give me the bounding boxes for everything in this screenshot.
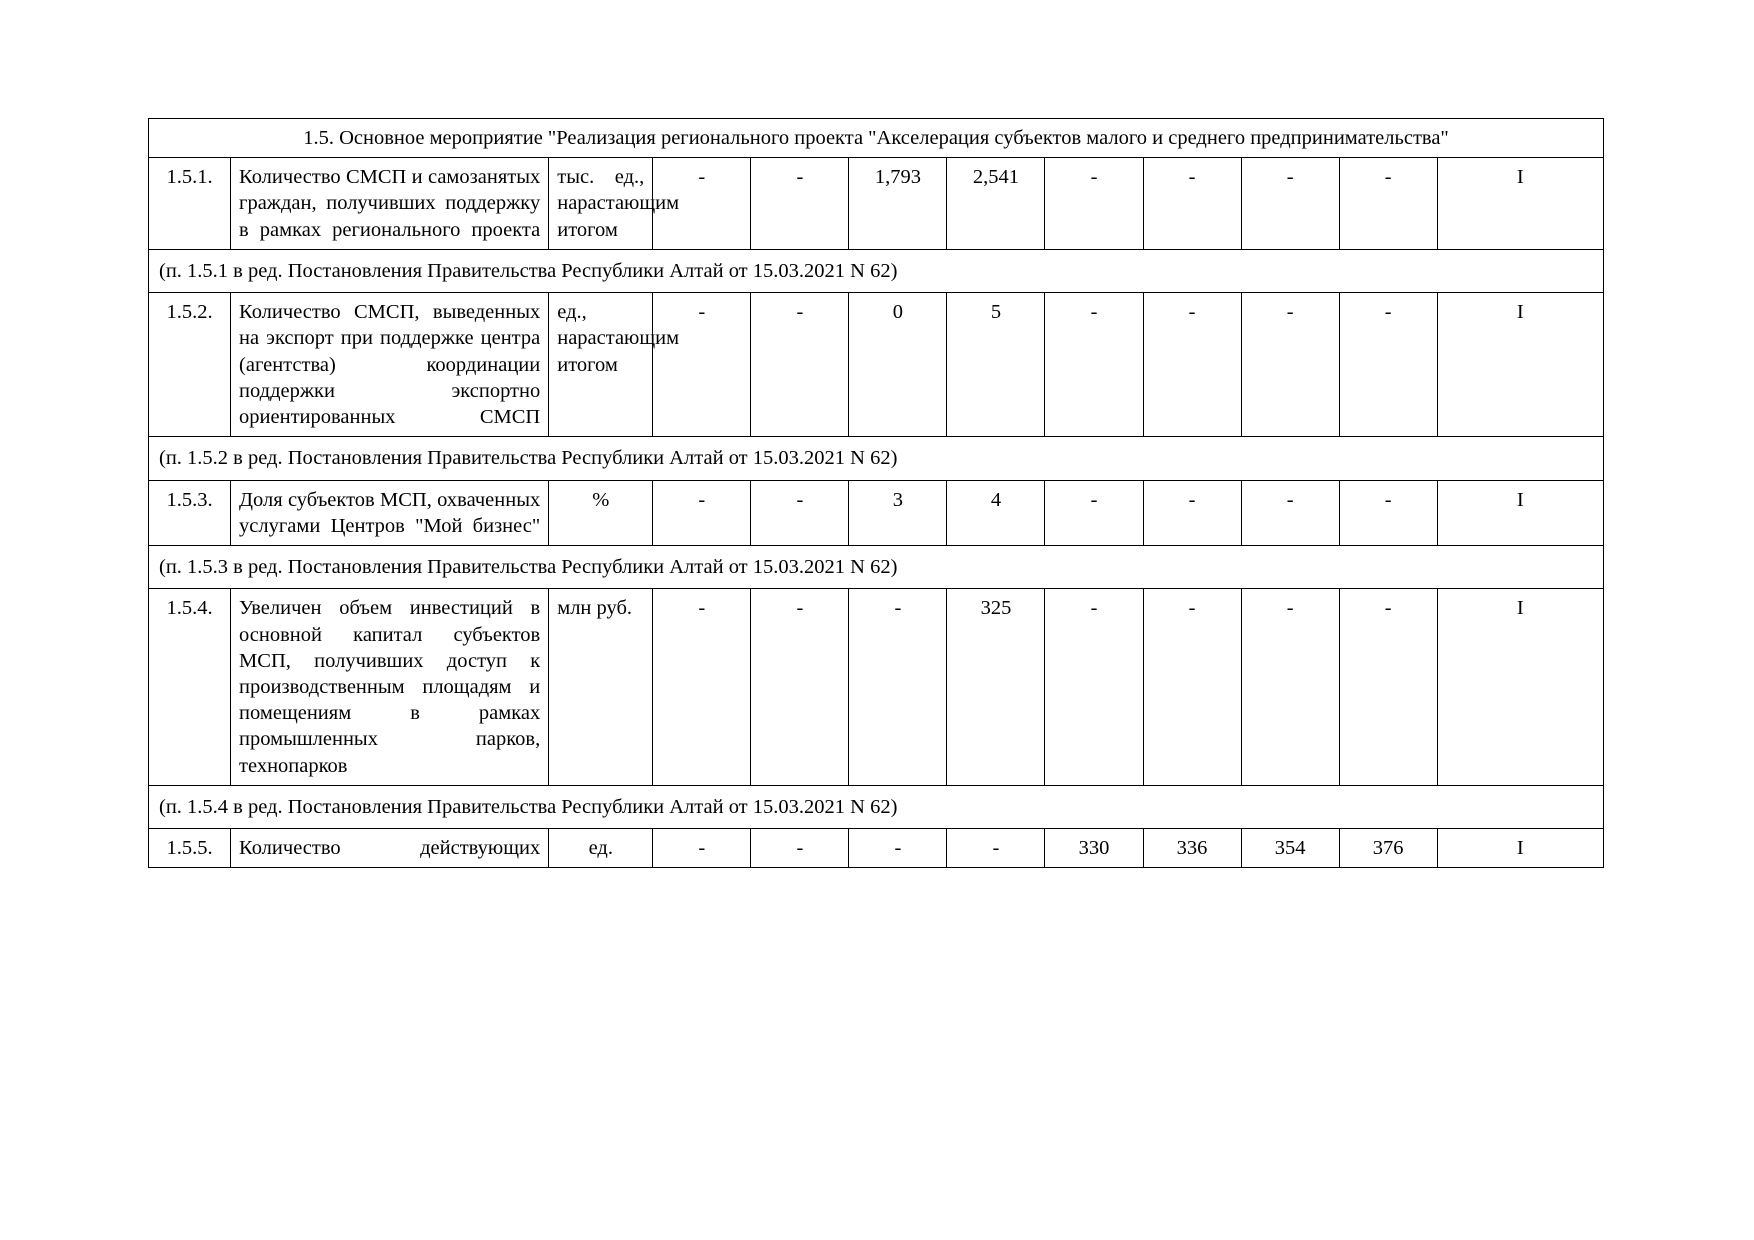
row-value: - bbox=[1241, 293, 1339, 437]
row-number: 1.5.3. bbox=[149, 480, 231, 545]
table-row bbox=[149, 158, 1604, 250]
row-source: I bbox=[1437, 589, 1603, 786]
row-value: - bbox=[1339, 293, 1437, 437]
row-source: I bbox=[1437, 480, 1603, 545]
row-number: 1.5.4. bbox=[149, 589, 231, 786]
row-value: - bbox=[1143, 293, 1241, 437]
row-value: - bbox=[1143, 158, 1241, 250]
row-value: - bbox=[653, 829, 751, 868]
row-unit: ед., нарастающим итогом bbox=[549, 293, 653, 437]
row-value: 1,793 bbox=[849, 158, 947, 250]
row-number: 1.5.5. bbox=[149, 829, 231, 868]
row-unit: ед. bbox=[549, 829, 653, 868]
row-value: - bbox=[653, 293, 751, 437]
row-value: - bbox=[653, 480, 751, 545]
row-value: - bbox=[1339, 480, 1437, 545]
row-value: - bbox=[751, 158, 849, 250]
row-value: - bbox=[849, 829, 947, 868]
row-indicator-name: Количество действующих bbox=[231, 829, 549, 868]
section-title: 1.5. Основное мероприятие "Реализация регионального проекта "Акселерация субъектов малого и среднего предпринимательства" bbox=[149, 119, 1604, 158]
table-note-row bbox=[149, 437, 1604, 480]
row-value: 4 bbox=[947, 480, 1045, 545]
row-value: - bbox=[751, 293, 849, 437]
row-value: - bbox=[1045, 293, 1143, 437]
row-value: - bbox=[751, 480, 849, 545]
row-unit: % bbox=[549, 480, 653, 545]
indicators-table bbox=[148, 118, 1604, 868]
row-value: 325 bbox=[947, 589, 1045, 786]
amendment-note: (п. 1.5.3 в ред. Постановления Правительства Республики Алтай от 15.03.2021 N 62) bbox=[149, 546, 1604, 589]
row-value: - bbox=[653, 589, 751, 786]
row-value: - bbox=[1241, 158, 1339, 250]
row-value: - bbox=[947, 829, 1045, 868]
row-value: 376 bbox=[1339, 829, 1437, 868]
row-value: 336 bbox=[1143, 829, 1241, 868]
row-value: - bbox=[1045, 480, 1143, 545]
table-note-row bbox=[149, 249, 1604, 292]
amendment-note: (п. 1.5.4 в ред. Постановления Правительства Республики Алтай от 15.03.2021 N 62) bbox=[149, 785, 1604, 828]
row-value: 354 bbox=[1241, 829, 1339, 868]
row-value: - bbox=[751, 589, 849, 786]
table-row bbox=[149, 589, 1604, 786]
row-number: 1.5.2. bbox=[149, 293, 231, 437]
row-value: - bbox=[653, 158, 751, 250]
row-value: 5 bbox=[947, 293, 1045, 437]
amendment-note: (п. 1.5.1 в ред. Постановления Правительства Республики Алтай от 15.03.2021 N 62) bbox=[149, 249, 1604, 292]
row-indicator-name: Увеличен объем инвестиций в основной капитал субъектов МСП, получивших доступ к производственным площадям и помещениям в рамках промышленных парков, технопарков bbox=[231, 589, 549, 786]
row-value: - bbox=[1339, 158, 1437, 250]
row-value: 0 bbox=[849, 293, 947, 437]
table-row bbox=[149, 829, 1604, 868]
row-value: 330 bbox=[1045, 829, 1143, 868]
table-section-header-row bbox=[149, 119, 1604, 158]
row-source: I bbox=[1437, 293, 1603, 437]
row-value: - bbox=[1045, 589, 1143, 786]
amendment-note: (п. 1.5.2 в ред. Постановления Правительства Республики Алтай от 15.03.2021 N 62) bbox=[149, 437, 1604, 480]
row-indicator-name: Количество СМСП, выведенных на экспорт при поддержке центра (агентства) координации поддержки экспортно ориентированных СМСП bbox=[231, 293, 549, 437]
table-note-row bbox=[149, 785, 1604, 828]
table-row bbox=[149, 293, 1604, 437]
row-value: - bbox=[1045, 158, 1143, 250]
row-value: - bbox=[1143, 589, 1241, 786]
table-note-row bbox=[149, 546, 1604, 589]
row-value: 3 bbox=[849, 480, 947, 545]
row-value: - bbox=[751, 829, 849, 868]
row-indicator-name: Доля субъектов МСП, охваченных услугами Центров "Мой бизнес" bbox=[231, 480, 549, 545]
row-value: - bbox=[849, 589, 947, 786]
row-source: I bbox=[1437, 158, 1603, 250]
row-unit: тыс. ед., нарастающим итогом bbox=[549, 158, 653, 250]
row-unit: млн руб. bbox=[549, 589, 653, 786]
row-indicator-name: Количество СМСП и самозанятых граждан, получивших поддержку в рамках регионального проекта bbox=[231, 158, 549, 250]
row-number: 1.5.1. bbox=[149, 158, 231, 250]
row-value: - bbox=[1339, 589, 1437, 786]
row-value: - bbox=[1241, 589, 1339, 786]
row-value: 2,541 bbox=[947, 158, 1045, 250]
row-source: I bbox=[1437, 829, 1603, 868]
table-row bbox=[149, 480, 1604, 545]
row-value: - bbox=[1241, 480, 1339, 545]
row-value: - bbox=[1143, 480, 1241, 545]
